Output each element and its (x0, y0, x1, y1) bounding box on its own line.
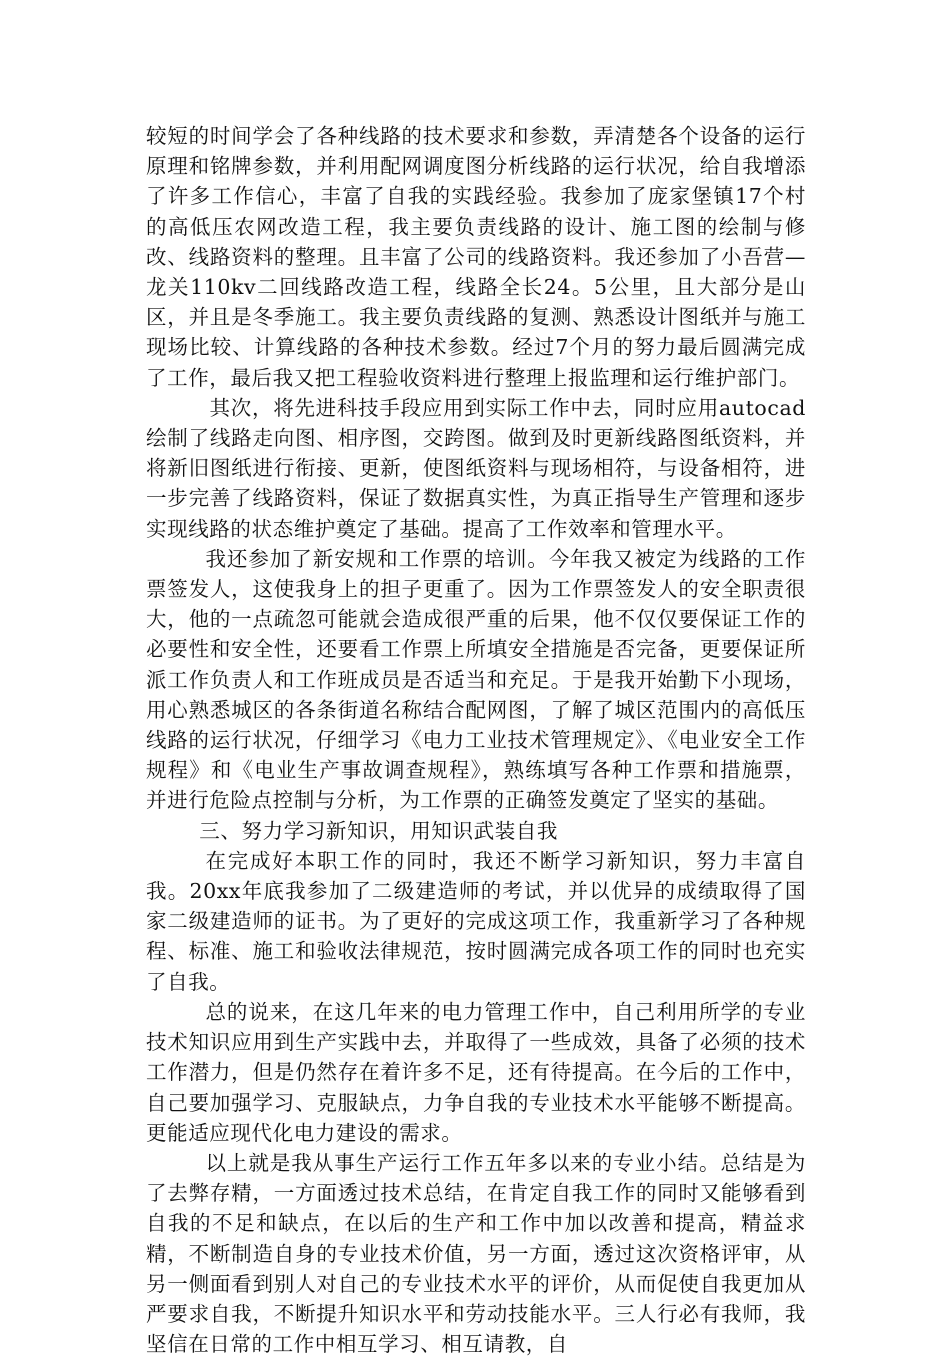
paragraph-continued: 较短的时间学会了各种线路的技术要求和参数，弄清楚各个设备的运行原理和铭牌参数，并利用配网调度图分析线路的运行状况，给自我增添了许多工作信心，丰富了自我的实践经验。我参加了庞家堡镇17个村的高低压农网改造工程，我主要负责线路的设计、施工图的绘制与修改、线路资料的整理。且丰富了公司的线路资料。我还参加了小吾营—龙关110kv二回线路改造工程，线路全长24。5公里，且大部分是山区，并且是冬季施工。我主要负责线路的复测、熟悉设计图纸并与施工现场比较、计算线路的各种技术参数。经过7个月的努力最后圆满完成了工作，最后我又把工程验收资料进行整理上报监理和运行维护部门。 (146, 124, 806, 390)
document-body (146, 121, 806, 1359)
paragraph-work-ticket: 我还参加了新安规和工作票的培训。今年我又被定为线路的工作票签发人，这使我身上的担子更重了。因为工作票签发人的安全职责很大，他的一点疏忽可能就会造成很严重的后果，他不仅仅要保证工作的必要性和安全性，还要看工作票上所填安全措施是否完备，更要保证所派工作负责人和工作班成员是否适当和充足。于是我开始勤下小现场，用心熟悉城区的各条街道名称结合配网图，了解了城区范围内的高低压线路的运行状况，仔细学习《电力工业技术管理规定》、《电业安全工作规程》和《电业生产事故调查规程》，熟练填写各种工作票和措施票，并进行危险点控制与分析，为工作票的正确签发奠定了坚实的基础。 (146, 546, 806, 813)
paragraph-technology: 其次，将先进科技手段应用到实际工作中去，同时应用autocad绘制了线路走向图、相序图，交跨图。做到及时更新线路图纸资料，并将新旧图纸进行衔接、更新，使图纸资料与现场相符，与设备相符，进一步完善了线路资料，保证了数据真实性，为真正指导生产管理和逐步实现线路的状态维护奠定了基础。提高了工作效率和管理水平。 (146, 395, 806, 541)
section-heading-learning: 三、努力学习新知识，用知识武装自我 (199, 818, 558, 843)
paragraph-conclusion: 以上就是我从事生产运行工作五年多以来的专业小结。总结是为了去弊存精，一方面透过技术总结，在肯定自我工作的同时又能够看到自我的不足和缺点，在以后的生产和工作中加以改善和提高，精益求精，不断制造自身的专业技术价值，另一方面，透过这次资格评审，从另一侧面看到别人对自己的专业技术水平的评价，从而促使自我更加从严要求自我，不断提升知识水平和劳动技能水平。三人行必有我师，我坚信在日常的工作中相互学习、相互请教，自 (146, 1150, 806, 1357)
paragraph-study: 在完成好本职工作的同时，我还不断学习新知识，努力丰富自我。20xx年底我参加了二级建造师的考试，并以优异的成绩取得了国家二级建造师的证书。为了更好的完成这项工作，我重新学习了各种规程、标准、施工和验收法律规范，按时圆满完成各项工作的同时也充实了自我。 (146, 848, 806, 994)
paragraph-summary: 总的说来，在这几年来的电力管理工作中，自己利用所学的专业技术知识应用到生产实践中去，并取得了一些成效，具备了必须的技术工作潜力，但是仍然存在着许多不足，还有待提高。在今后的工作中，自己要加强学习、克服缺点，力争自我的专业技术水平能够不断提高。更能适应现代化电力建设的需求。 (146, 999, 806, 1145)
